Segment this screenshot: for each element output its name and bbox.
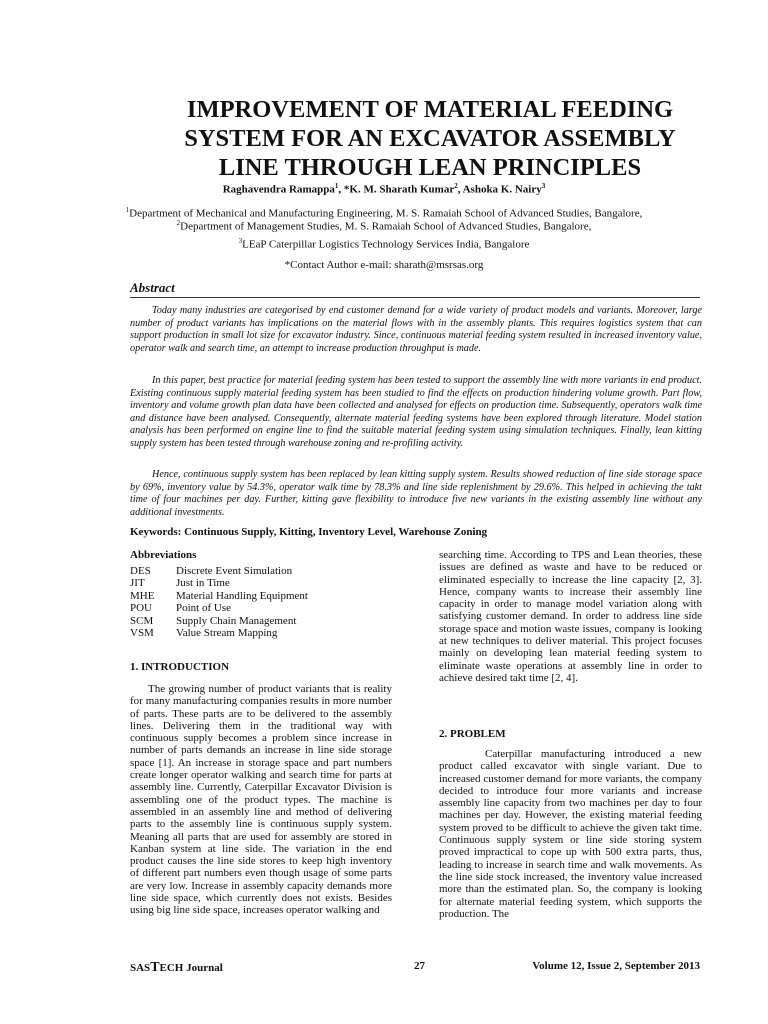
abbreviation-key: POU: [130, 602, 153, 615]
journal-name-prefix: SAS: [130, 962, 151, 974]
affiliation-2: [0, 219, 768, 233]
abbreviation-key: SCM: [130, 614, 154, 627]
problem-heading: 2. PROBLEM: [439, 728, 506, 740]
affiliation-1: [0, 206, 768, 220]
journal-name: [130, 960, 223, 976]
abbreviation-row: [130, 615, 308, 627]
title-line-3: LINE THROUGH LEAN PRINCIPLES: [218, 154, 642, 181]
author-2: , *K. M. Sharath Kumar: [338, 183, 455, 196]
abbreviation-value: Point of Use: [176, 602, 231, 615]
abbreviation-value: Value Stream Mapping: [176, 627, 278, 640]
keywords: Keywords: Continuous Supply, Kitting, Inventory Level, Warehouse Zoning: [130, 526, 488, 538]
right-column-body: [439, 549, 702, 684]
problem-paragraph: Caterpillar manufacturing introduced a new product called excavator with single variant. Due to increased customer demand for more variants, the company decided to introduce four more variants and increase assembly line capacity from two machines per day to four machines per day. However, the existing material feeding system proved to be difficult to achieve the given takt time. Continuous supply system or line side storing system proved impractical to cope up with 500 extra parts, thus, leading to increase in search time and walk movements. As the line side stock increased, the inventory value increased more than the estimated plan. So, the company is looking for alternate material feeding system, which supports the production. The: [439, 748, 702, 920]
affiliation-3: [0, 237, 768, 251]
intro-continuation-paragraph: searching time. According to TPS and Lean theories, these issues are defined as waste and have to be reduced or eliminated especially to increase the line capacity [2, 3]. Hence, company wants to increase their assembly line capacity in order to manage model variation along with satisfying customer demand. In order to address line side storage space and motion waste issues, company is looking at new techniques to deliver material. This project focuses mainly on developing lean material feeding system to eliminate waste operations at assembly line in order to achieve desired takt time [2, 4].: [439, 549, 702, 684]
contact-author: *Contact Author e-mail: sharath@msrsas.org: [284, 259, 484, 271]
abstract-paragraph-1: Today many industries are categorised by end customer demand for a wide variety of product models and variants. Moreover, large number of product variants has implications on the material flows with in the assembly plants. This requires logistics system that can support production in small lot size for excavator industry. Since, continuous material feeding system resulted in increased inventory value, operator walk and search time, an attempt to increase production throughput is made.: [130, 305, 702, 354]
affiliation-3-sup: 3: [238, 237, 243, 245]
title-line-1: IMPROVEMENT OF MATERIAL FEEDING: [186, 96, 674, 123]
abbreviation-row: [130, 590, 308, 602]
abstract-paragraph-2: In this paper, best practice for material feeding system has been tested to support the assembly line with more variants in end product. Existing continuous supply material feeding system has been studied to find the effects on production hindering volume growth. Part flow, inventory and volume growth plan data have been collected and analysed for effects on production time. Subsequently, operators walk time and distance have been analysed. Consequently, alternate material feeding systems have been explored through literature. Model station analysis has been performed on engine line to find the suitable material feeding system using simulation techniques. Finally, lean kitting supply system has been tested through warehouse zoning and re-profiling activity.: [130, 375, 702, 449]
abbreviation-value: Material Handling Equipment: [176, 589, 308, 602]
abstract-paragraph-3: Hence, continuous supply system has been replaced by lean kitting supply system. Results showed reduction of line side storage space by 69%, inventory value by 54.3%, operator walk time by 78.3% and line side replenishment by 29.6%. This helped in achieving the takt time of four machines per day. Further, kitting gave flexibility to introduce five new variants in the existing assembly line without any additional investments.: [130, 469, 702, 518]
abbreviation-value: Just in Time: [176, 577, 230, 590]
abbreviation-key: VSM: [130, 627, 154, 640]
volume-info: Volume 12, Issue 2, September 2013: [532, 960, 700, 972]
abbreviations-heading: Abbreviations: [130, 549, 197, 561]
abbreviation-row: [130, 602, 308, 614]
author-3-sup: 3: [541, 182, 546, 190]
introduction-paragraph: The growing number of product variants that is reality for many manufacturing companies results in more number of parts. These parts are to be delivered to the assembly lines. Delivering them in the traditional way with continuous supply becomes a problem since increase in number of parts demands an increase in line side storage space [1]. An increase in storage space and part numbers create longer operator walking and search time for parts at assembly line. Currently, Caterpillar Excavator Division is assembling one of the product types. The machine is assembled in an assembly line and method of delivering parts to the assembly line is continuous supply system. Meaning all parts that are used for assembly are stored in Kanban system at line side. The variation in the end product causes the line side stores to keep high inventory of different part numbers even though usage of some parts are very low. Increase in assembly capacity demands more line side space, which currently does not exists. Besides using big line side space, increases operator walking and: [130, 683, 392, 917]
affiliation-3-text: LEaP Caterpillar Logistics Technology Services India, Bangalore: [242, 238, 530, 251]
abbreviation-key: DES: [130, 565, 151, 577]
author-3: , Ashoka K. Nairy: [457, 183, 542, 196]
affiliation-1-sup: 1: [125, 206, 130, 214]
affiliation-2-text: Department of Management Studies, M. S. Ramaiah School of Advanced Studies, Bangalore,: [180, 220, 592, 233]
abbreviation-value: Supply Chain Management: [176, 614, 297, 627]
abbreviation-row: [130, 577, 308, 589]
abstract-rule: [130, 297, 700, 298]
author-1-sup: 1: [334, 182, 339, 190]
problem-body: [439, 748, 702, 920]
affiliation-2-sup: 2: [176, 219, 181, 227]
author-1: Raghavendra Ramappa: [222, 183, 335, 196]
paper-title: [130, 95, 730, 182]
abbreviation-row: [130, 627, 308, 639]
abbreviation-row: [130, 565, 308, 577]
abbreviation-value: Discrete Event Simulation: [176, 565, 293, 577]
journal-name-suffix: ECH Journal: [159, 962, 223, 974]
abbreviation-key: MHE: [130, 589, 155, 602]
author-list: [0, 182, 768, 196]
author-2-sup: 2: [454, 182, 458, 190]
introduction-heading: 1. INTRODUCTION: [130, 661, 230, 673]
page-number: 27: [414, 960, 425, 972]
title-line-2: SYSTEM FOR AN EXCAVATOR ASSEMBLY: [184, 125, 676, 152]
abbreviation-key: JIT: [130, 577, 145, 590]
affiliation-1-text: Department of Mechanical and Manufacturing Engineering, M. S. Ramaiah School of Advanced Studies, Bangalore,: [129, 207, 643, 220]
abbreviations-list: [130, 565, 308, 639]
abstract-heading: Abstract: [130, 280, 175, 295]
journal-name-t: T: [150, 960, 160, 975]
introduction-body: [130, 683, 392, 917]
